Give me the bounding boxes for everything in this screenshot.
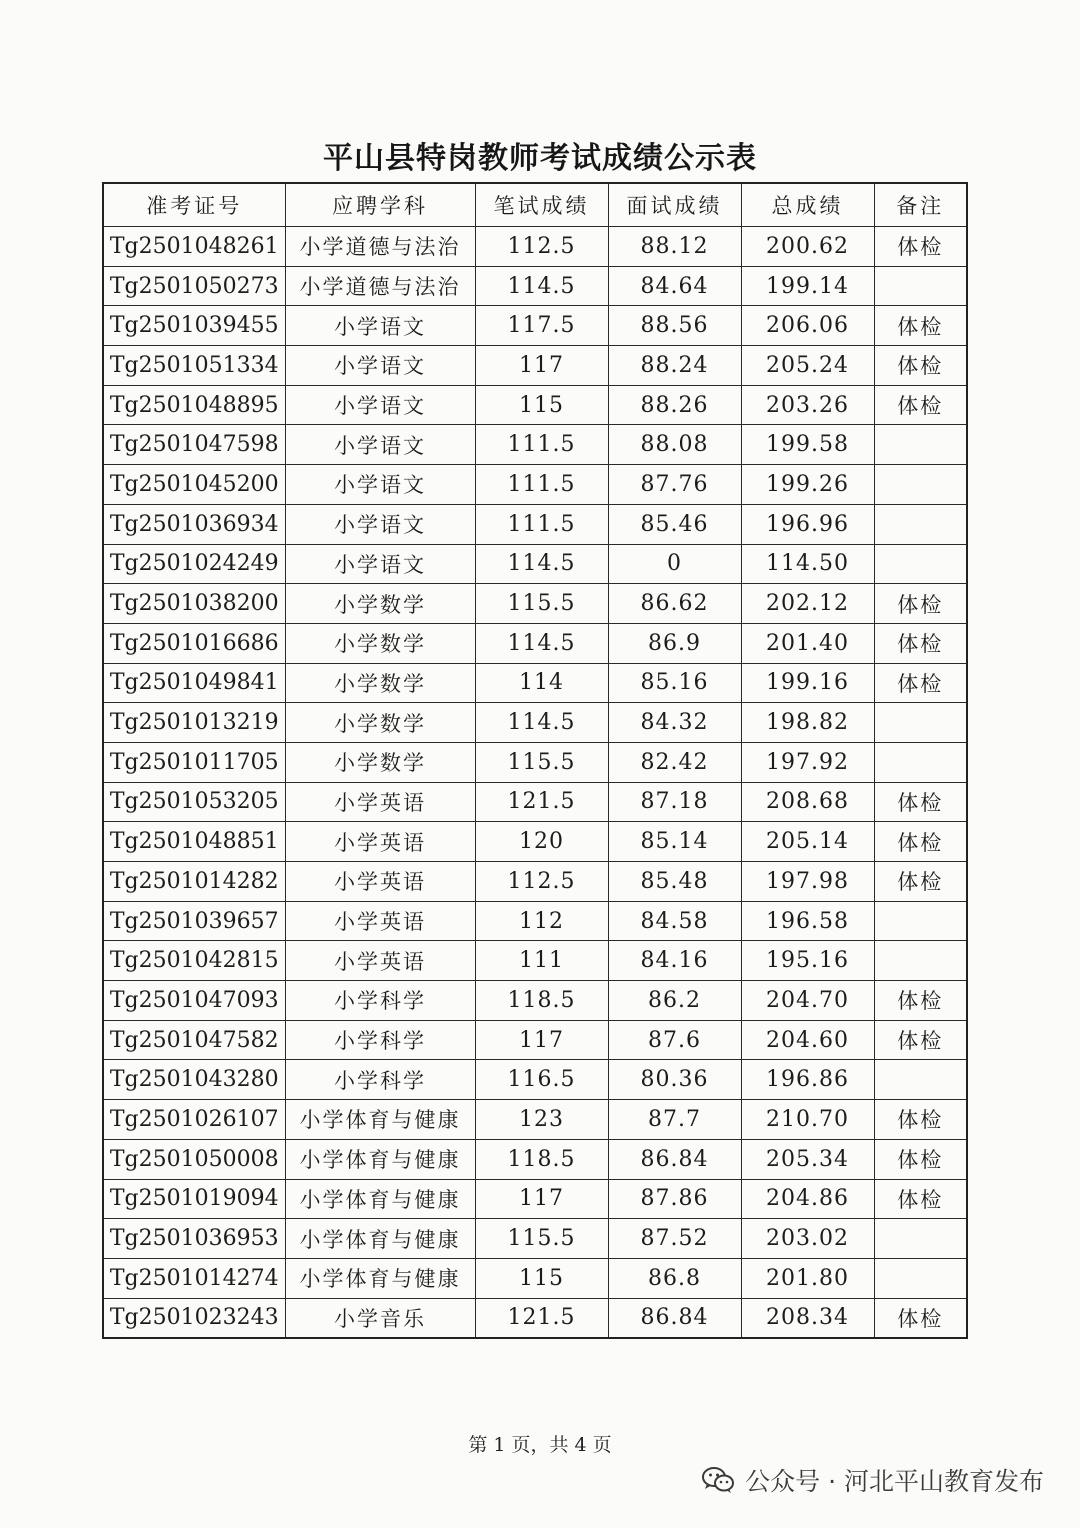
cell-interview-score: 88.08 [608,425,741,465]
header-written-score: 笔试成绩 [475,183,608,227]
cell-written-score: 117.5 [475,306,608,346]
cell-exam-number: Tg2501048261 [103,227,285,267]
cell-remark: 体检 [874,1139,967,1179]
table-row [103,742,967,782]
table-row [103,306,967,346]
cell-remark: 体检 [874,306,967,346]
table-row [103,1020,967,1060]
cell-remark: 体检 [874,385,967,425]
cell-subject: 小学体育与健康 [285,1219,475,1259]
cell-remark [874,941,967,981]
cell-subject: 小学科学 [285,1020,475,1060]
cell-written-score: 121.5 [475,782,608,822]
cell-total-score: 202.12 [741,584,874,624]
cell-remark [874,1219,967,1259]
cell-total-score: 196.58 [741,901,874,941]
wechat-watermark [701,1462,1044,1498]
table-row [103,822,967,862]
header-remark: 备注 [874,183,967,227]
cell-total-score: 201.40 [741,623,874,663]
cell-subject: 小学数学 [285,703,475,743]
cell-subject: 小学英语 [285,901,475,941]
cell-interview-score: 86.9 [608,623,741,663]
cell-exam-number: Tg2501019094 [103,1179,285,1219]
cell-interview-score: 84.58 [608,901,741,941]
cell-interview-score: 84.16 [608,941,741,981]
cell-exam-number: Tg2501014282 [103,862,285,902]
cell-subject: 小学语文 [285,425,475,465]
cell-interview-score: 85.14 [608,822,741,862]
cell-total-score: 204.86 [741,1179,874,1219]
header-interview-score: 面试成绩 [608,183,741,227]
cell-written-score: 111.5 [475,425,608,465]
table-row [103,266,967,306]
cell-total-score: 199.16 [741,663,874,703]
cell-subject: 小学英语 [285,822,475,862]
cell-exam-number: Tg2501047582 [103,1020,285,1060]
cell-exam-number: Tg2501043280 [103,1060,285,1100]
cell-remark [874,742,967,782]
cell-exam-number: Tg2501013219 [103,703,285,743]
cell-interview-score: 88.24 [608,346,741,386]
table-row [103,346,967,386]
cell-written-score: 111 [475,941,608,981]
cell-remark [874,1060,967,1100]
cell-exam-number: Tg2501042815 [103,941,285,981]
cell-subject: 小学体育与健康 [285,1258,475,1298]
page-number: 第 1 页，共 4 页 [468,1434,612,1456]
cell-subject: 小学语文 [285,346,475,386]
table-row [103,1139,967,1179]
cell-remark [874,544,967,584]
cell-total-score: 200.62 [741,227,874,267]
cell-exam-number: Tg2501036934 [103,504,285,544]
cell-remark: 体检 [874,782,967,822]
cell-remark [874,1258,967,1298]
cell-written-score: 123 [475,1100,608,1140]
cell-exam-number: Tg2501023243 [103,1298,285,1338]
cell-subject: 小学体育与健康 [285,1100,475,1140]
cell-interview-score: 87.18 [608,782,741,822]
cell-exam-number: Tg2501039657 [103,901,285,941]
header-exam-number: 准考证号 [103,183,285,227]
cell-interview-score: 86.8 [608,1258,741,1298]
cell-written-score: 118.5 [475,981,608,1021]
table-row [103,1258,967,1298]
cell-remark: 体检 [874,1298,967,1338]
table-row [103,663,967,703]
cell-subject: 小学体育与健康 [285,1139,475,1179]
wechat-icon [701,1466,735,1494]
header-subject: 应聘学科 [285,183,475,227]
table-row [103,703,967,743]
cell-exam-number: Tg2501048851 [103,822,285,862]
cell-interview-score: 86.84 [608,1298,741,1338]
cell-total-score: 205.24 [741,346,874,386]
cell-written-score: 120 [475,822,608,862]
cell-remark [874,425,967,465]
cell-written-score: 111.5 [475,465,608,505]
cell-total-score: 201.80 [741,1258,874,1298]
cell-total-score: 204.70 [741,981,874,1021]
table-row [103,544,967,584]
cell-exam-number: Tg2501053205 [103,782,285,822]
page-title: 平山县特岗教师考试成绩公示表 [323,141,757,176]
cell-interview-score: 85.46 [608,504,741,544]
cell-interview-score: 84.64 [608,266,741,306]
cell-remark: 体检 [874,623,967,663]
cell-subject: 小学道德与法治 [285,266,475,306]
cell-interview-score: 87.76 [608,465,741,505]
cell-total-score: 203.02 [741,1219,874,1259]
cell-written-score: 112.5 [475,862,608,902]
cell-interview-score: 86.2 [608,981,741,1021]
cell-subject: 小学语文 [285,504,475,544]
cell-exam-number: Tg2501050273 [103,266,285,306]
cell-interview-score: 85.48 [608,862,741,902]
cell-written-score: 114 [475,663,608,703]
table-row [103,465,967,505]
cell-interview-score: 88.26 [608,385,741,425]
cell-written-score: 116.5 [475,1060,608,1100]
table-row [103,227,967,267]
cell-exam-number: Tg2501024249 [103,544,285,584]
table-row [103,901,967,941]
cell-subject: 小学英语 [285,782,475,822]
cell-written-score: 112 [475,901,608,941]
cell-total-score: 208.68 [741,782,874,822]
cell-total-score: 114.50 [741,544,874,584]
cell-subject: 小学语文 [285,544,475,584]
cell-written-score: 114.5 [475,544,608,584]
cell-exam-number: Tg2501039455 [103,306,285,346]
cell-remark [874,504,967,544]
cell-written-score: 115.5 [475,742,608,782]
cell-subject: 小学英语 [285,941,475,981]
cell-written-score: 121.5 [475,1298,608,1338]
cell-total-score: 199.14 [741,266,874,306]
cell-subject: 小学数学 [285,623,475,663]
cell-written-score: 112.5 [475,227,608,267]
table-row [103,504,967,544]
table-row [103,862,967,902]
cell-subject: 小学数学 [285,742,475,782]
cell-remark: 体检 [874,227,967,267]
cell-total-score: 210.70 [741,1100,874,1140]
cell-remark: 体检 [874,1100,967,1140]
cell-exam-number: Tg2501047093 [103,981,285,1021]
cell-written-score: 111.5 [475,504,608,544]
cell-total-score: 208.34 [741,1298,874,1338]
cell-subject: 小学数学 [285,663,475,703]
cell-total-score: 195.16 [741,941,874,981]
cell-interview-score: 85.16 [608,663,741,703]
cell-total-score: 196.86 [741,1060,874,1100]
cell-subject: 小学语文 [285,465,475,505]
cell-interview-score: 80.36 [608,1060,741,1100]
cell-remark: 体检 [874,663,967,703]
cell-total-score: 205.34 [741,1139,874,1179]
cell-remark: 体检 [874,1179,967,1219]
cell-exam-number: Tg2501011705 [103,742,285,782]
cell-total-score: 199.26 [741,465,874,505]
cell-exam-number: Tg2501016686 [103,623,285,663]
cell-subject: 小学语文 [285,306,475,346]
cell-total-score: 204.60 [741,1020,874,1060]
cell-remark: 体检 [874,981,967,1021]
table-row [103,425,967,465]
cell-subject: 小学科学 [285,981,475,1021]
cell-remark [874,465,967,505]
cell-written-score: 115 [475,1258,608,1298]
cell-interview-score: 87.52 [608,1219,741,1259]
cell-exam-number: Tg2501038200 [103,584,285,624]
cell-written-score: 118.5 [475,1139,608,1179]
cell-exam-number: Tg2501049841 [103,663,285,703]
table-row [103,1179,967,1219]
cell-interview-score: 88.56 [608,306,741,346]
scores-table [102,182,968,1339]
cell-written-score: 114.5 [475,703,608,743]
table-row [103,385,967,425]
cell-total-score: 199.58 [741,425,874,465]
cell-subject: 小学音乐 [285,1298,475,1338]
cell-exam-number: Tg2501045200 [103,465,285,505]
table-row [103,941,967,981]
cell-remark: 体检 [874,584,967,624]
cell-exam-number: Tg2501026107 [103,1100,285,1140]
cell-written-score: 114.5 [475,623,608,663]
cell-interview-score: 86.84 [608,1139,741,1179]
cell-total-score: 198.82 [741,703,874,743]
cell-interview-score: 86.62 [608,584,741,624]
cell-interview-score: 88.12 [608,227,741,267]
cell-subject: 小学科学 [285,1060,475,1100]
cell-subject: 小学语文 [285,385,475,425]
cell-written-score: 115 [475,385,608,425]
cell-written-score: 117 [475,1020,608,1060]
cell-total-score: 205.14 [741,822,874,862]
cell-subject: 小学英语 [285,862,475,902]
cell-exam-number: Tg2501051334 [103,346,285,386]
cell-total-score: 197.98 [741,862,874,902]
cell-interview-score: 87.86 [608,1179,741,1219]
cell-written-score: 114.5 [475,266,608,306]
cell-remark [874,266,967,306]
cell-exam-number: Tg2501014274 [103,1258,285,1298]
cell-total-score: 203.26 [741,385,874,425]
table-header-row [103,183,967,227]
table-row [103,1219,967,1259]
cell-remark [874,703,967,743]
cell-exam-number: Tg2501036953 [103,1219,285,1259]
cell-written-score: 115.5 [475,1219,608,1259]
table-row [103,1100,967,1140]
cell-total-score: 197.92 [741,742,874,782]
cell-remark: 体检 [874,346,967,386]
table-row [103,584,967,624]
table-row [103,981,967,1021]
cell-written-score: 115.5 [475,584,608,624]
cell-exam-number: Tg2501047598 [103,425,285,465]
cell-written-score: 117 [475,1179,608,1219]
cell-total-score: 196.96 [741,504,874,544]
cell-remark: 体检 [874,822,967,862]
cell-remark: 体检 [874,1020,967,1060]
cell-interview-score: 84.32 [608,703,741,743]
watermark-text: 公众号 · 河北平山教育发布 [745,1467,1044,1496]
table-row [103,1298,967,1338]
cell-remark [874,901,967,941]
cell-interview-score: 87.6 [608,1020,741,1060]
table-row [103,782,967,822]
cell-interview-score: 0 [608,544,741,584]
cell-interview-score: 87.7 [608,1100,741,1140]
cell-subject: 小学数学 [285,584,475,624]
cell-total-score: 206.06 [741,306,874,346]
table-row [103,623,967,663]
cell-interview-score: 82.42 [608,742,741,782]
cell-exam-number: Tg2501048895 [103,385,285,425]
cell-exam-number: Tg2501050008 [103,1139,285,1179]
table-row [103,1060,967,1100]
cell-subject: 小学道德与法治 [285,227,475,267]
cell-remark: 体检 [874,862,967,902]
header-total-score: 总成绩 [741,183,874,227]
cell-written-score: 117 [475,346,608,386]
cell-subject: 小学体育与健康 [285,1179,475,1219]
